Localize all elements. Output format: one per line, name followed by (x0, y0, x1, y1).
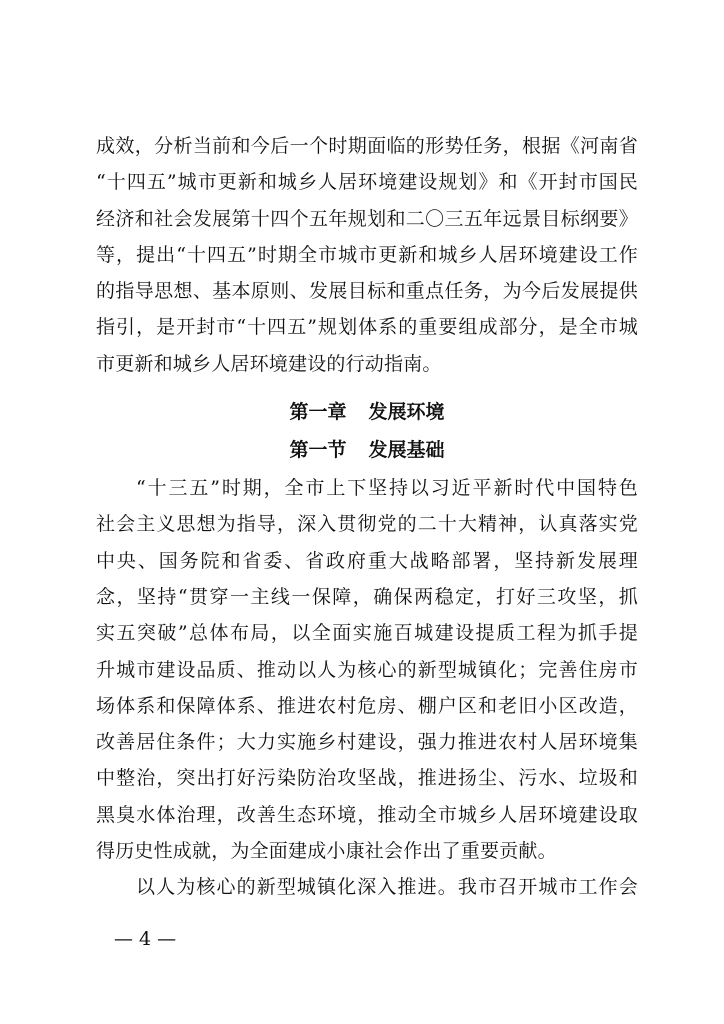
section-number: 第一节 (289, 439, 347, 462)
chapter-heading (96, 394, 638, 430)
paragraph-line: 成效，分析当前和今后一个时期面临的形势任务，根据《河南省 (96, 135, 638, 157)
next-paragraph (96, 869, 638, 905)
document-page (96, 128, 638, 906)
paragraph-line: 以人为核心的新型城镇化深入推进。我市召开城市工作会 (136, 876, 638, 899)
page-number: — 4 — (114, 928, 177, 950)
paragraph-line: “十四五”城市更新和城乡人居环境建设规划》和《开封市国民 (96, 171, 638, 194)
paragraph-line: 的指导思想、基本原则、发展目标和重点任务，为今后发展提供 (96, 280, 638, 303)
paragraph-line: 等，提出“十四五”时期全市城市更新和城乡人居环境建设工作 (96, 243, 638, 266)
paragraph-line: 黑臭水体治理，改善生态环境，推动全市城乡人居环境建设取 (96, 803, 638, 826)
section-heading (96, 432, 638, 468)
paragraph-line: 社会主义思想为指导，深入贯彻党的二十大精神，认真落实党 (96, 513, 638, 536)
paragraph-line: 场体系和保障体系、推进农村危房、棚户区和老旧小区改造， (96, 694, 638, 717)
paragraph-line: 市更新和城乡人居环境建设的行动指南。 (96, 352, 442, 375)
paragraph-line: 升城市建设品质、推动以人为核心的新型城镇化；完善住房市 (96, 658, 638, 681)
paragraph-line: 经济和社会发展第十四个五年规划和二〇三五年远景目标纲要》 (96, 207, 638, 230)
paragraph-line: “十三五”时期，全市上下坚持以习近平新时代中国特色 (136, 477, 638, 500)
chapter-title: 发展环境 (368, 401, 445, 424)
paragraph-line: 中央、国务院和省委、省政府重大战略部署，坚持新发展理 (96, 549, 638, 572)
intro-paragraph (96, 128, 638, 382)
paragraph-line: 念，坚持“贯穿一主线一保障，确保两稳定，打好三攻坚，抓 (96, 585, 638, 608)
chapter-number: 第一章 (289, 401, 347, 424)
paragraph-line: 改善居住条件；大力实施乡村建设，强力推进农村人居环境集 (96, 731, 638, 754)
paragraph-line: 指引，是开封市“十四五”规划体系的重要组成部分，是全市城 (96, 316, 638, 339)
section-title: 发展基础 (368, 439, 445, 462)
body-paragraph (96, 470, 638, 869)
paragraph-line: 实五突破”总体布局，以全面实施百城建设提质工程为抓手提 (96, 622, 638, 645)
paragraph-line: 得历史性成就，为全面建成小康社会作出了重要贡献。 (96, 840, 557, 863)
paragraph-line: 中整治，突出打好污染防治攻坚战，推进扬尘、污水、垃圾和 (96, 767, 638, 790)
